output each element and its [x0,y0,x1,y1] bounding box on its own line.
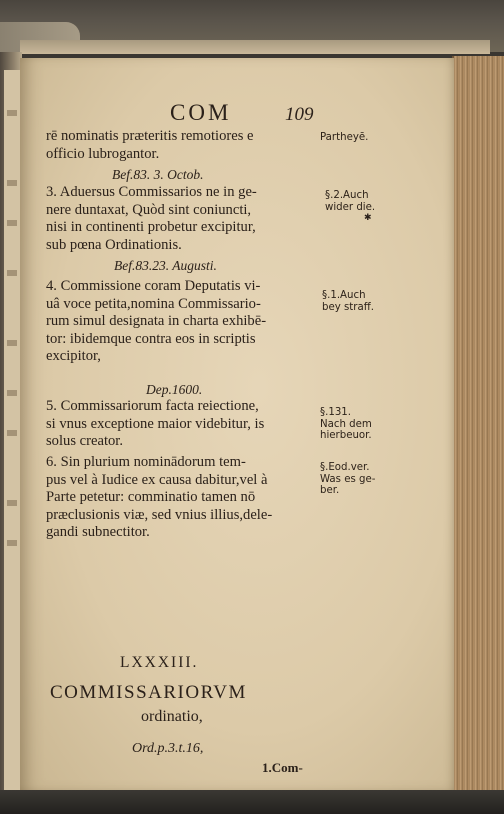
paragraph-4 [46,278,336,366]
text-line: nere duntaxat, Quòd sint coniuncti, [46,201,252,218]
text-line: Parte petetur: comminatio tamen nō [46,489,256,506]
paragraph-3 [46,184,336,254]
book-top-edge [0,0,504,52]
text-line: 3. Aduersus Commissarios ne in ge- [46,184,257,200]
margin-note-4 [320,407,372,442]
margin-line: wider die. [325,201,376,213]
text-line: officio lubrogantor. [46,145,160,162]
page-stack-edge [452,56,504,796]
text-line: 5. Commissariorum facta reiectione, [46,398,259,414]
text-line: nisi in continenti probetur excipitur, [46,219,256,236]
margin-line: Nach dem [320,418,372,430]
text-line: 6. Sin plurium nominādorum tem- [46,454,246,470]
text-line: gandi subnectitor. [46,524,150,541]
section-subtitle: ordinatio, [141,708,203,725]
date-note-3: Dep.1600. [146,382,203,397]
text-line: solus creator. [46,433,124,450]
book-bottom-edge [0,790,504,814]
margin-line: bey straff. [322,301,374,313]
book-page [20,58,454,790]
running-head: COM [170,100,232,125]
paragraph-5 [46,398,336,451]
margin-note-5 [320,462,375,497]
margin-line: §.1.Auch [322,290,366,301]
page-top-edge [20,40,490,54]
catchword: 1.Com- [262,760,303,775]
paragraph-6 [46,454,336,542]
text-line: rum simul designata in charta exhibē- [46,313,267,330]
text-line: rē nominatis prӕteritis remotiores e [46,128,254,144]
margin-line: Was es ge- [320,473,376,485]
margin-asterisk: ✱ [364,212,372,222]
section-title: COMMISSARIORVM [50,682,247,703]
margin-note-2 [325,190,375,213]
text-line: tor: ibidemque contra eos in scriptis [46,330,256,347]
text-line: uâ voce petita,nomina Commissario- [46,295,261,312]
facing-page-edge [4,70,21,790]
text-line: sub pœna Ordinationis. [46,236,182,253]
text-line: pus vel à Iudice ex causa dabitur,vel à [46,471,268,488]
paragraph-1 [46,128,336,163]
text-line: prӕclusionis viӕ, sed vnius illius,dele- [46,506,273,523]
margin-line: hierbeuor. [320,430,372,441]
margin-line: ber. [320,485,340,496]
text-line: si vnus exceptione maior videbitur, is [46,415,265,432]
ordinance-reference: Ord.p.3.t.16, [132,741,204,756]
margin-line: Partheyē. [320,132,369,143]
margin-note-1 [320,132,368,144]
section-number: LXXXIII. [120,654,199,671]
margin-line: §.131. [320,407,352,418]
margin-note-3 [322,290,374,313]
text-line: excipitor, [46,348,101,365]
margin-line: §.2.Auch [325,190,369,201]
page-number: 109 [285,104,314,125]
date-note-1: Bef.83. 3. Octob. [112,167,204,182]
margin-line: §.Eod.ver. [320,462,370,473]
text-line: 4. Commissione coram Deputatis vi- [46,278,261,294]
date-note-2: Bef.83.23. Augusti. [114,258,217,273]
